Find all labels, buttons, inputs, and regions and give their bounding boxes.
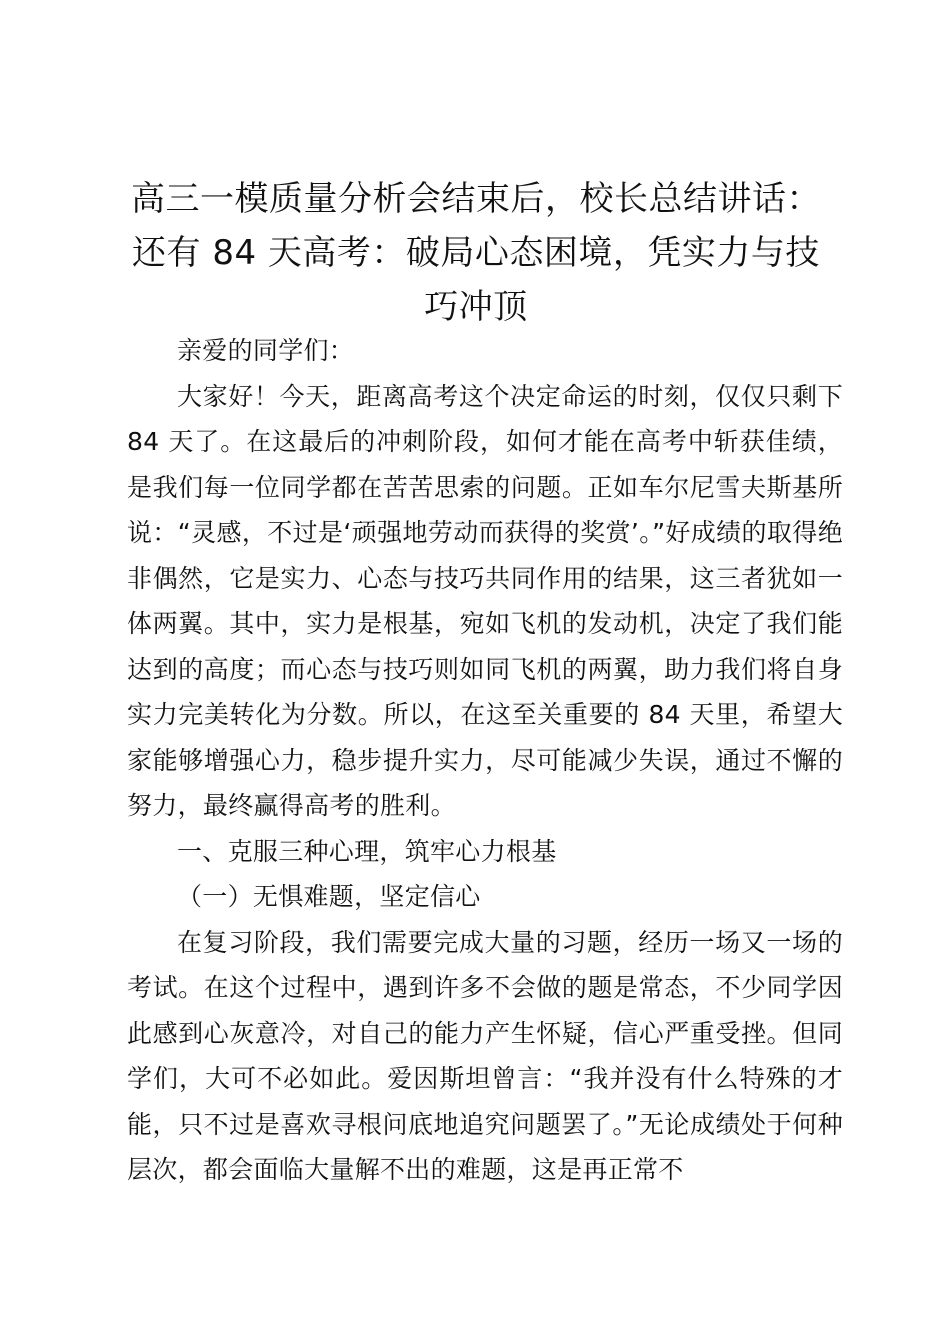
subsection-heading: （一）无惧难题，坚定信心: [177, 882, 481, 911]
document-title: 高三一模质量分析会结束后，校长总结讲话：还有 84 天高考：破局心态困境，凭实力与技巧冲顶: [131, 179, 821, 327]
body-paragraph: 在复习阶段，我们需要完成大量的习题，经历一场又一场的考试。在这个过程中，遇到许多不会做的题是常态，不少同学因此感到心灰意冷，对自己的能力产生怀疑，信心严重受挫。但同学们，大可不必如此。爱因斯坦曾言：“我并没有什么特殊的才能，只不过是喜欢寻根问底地追究问题罢了。”无论成绩处于何种层次，都会面临大量解不出的难题，这是再正常不: [127, 927, 843, 1184]
document-body: [127, 328, 843, 1193]
section-heading: 一、克服三种心理，筑牢心力根基: [177, 836, 557, 866]
body-paragraph: 大家好！今天，距离高考这个决定命运的时刻，仅仅只剩下 84 天了。在这最后的冲刺阶段，如何才能在高考中斩获佳绩，是我们每一位同学都在苦苦思索的问题。正如车尔尼雪夫斯基所说：“灵感，不过是‘顽强地劳动而获得的奖赏’。”好成绩的取得绝非偶然，它是实力、心态与技巧共同作用的结果，这三者犹如一体两翼。其中，实力是根基，宛如飞机的发动机，决定了我们能达到的高度；而心态与技巧则如同飞机的两翼，助力我们将自身实力完美转化为分数。所以，在这至关重要的 84 天里，希望大家能够增强心力，稳步提升实力，尽可能减少失误，通过不懈的努力，最终赢得高考的胜利。: [127, 381, 843, 820]
salutation: 亲爱的同学们：: [177, 336, 355, 365]
